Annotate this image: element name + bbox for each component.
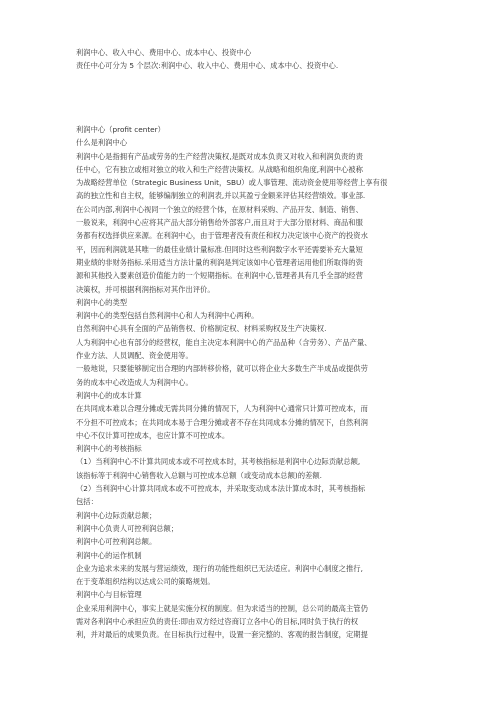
body-line: 务都有权选择供应来源。在利润中心，由于管理者没有责任和权力决定该中心资产的投资水: [76, 231, 368, 241]
body-line: 利润中心边际贡献总额；: [76, 510, 157, 520]
body-line: 企业采用利润中心，事实上就是实施分权的制度。但为求适当的控制，总公司的最高主管仍: [76, 603, 368, 613]
body-line: 期业绩的非财务指标.采用适当方法计量的利润是判定该如中心管理者运用他们所取得的资: [76, 257, 363, 267]
body-line: 包括：: [76, 497, 98, 507]
body-line: 需对各利润中心承担应负的责任:即由双方经过咨商订立各中心的目标,同时负于执行的权: [76, 616, 359, 626]
document-header: [76, 46, 416, 73]
body-line: 决策权，并可根据利润指标对其作出评价。: [76, 284, 215, 294]
body-line: 为战略经营单位（Strategic Business Unit，SBU）或人事管理、流动资金使用等经营上享有很: [76, 178, 388, 188]
body-line: 利润中心负责人可控利润总额；: [76, 523, 179, 533]
body-line: 在于变革组织结构以达成公司的策略规划。: [76, 577, 215, 587]
body-line: 利润中心的考核指标: [76, 444, 142, 454]
body-line: 利润中心的类型包括自然利润中心和人为利润中心两种。: [76, 311, 259, 321]
body-line: （1）当利润中心不计算共同成本或不可控成本时，其考核指标是利润中心边际贡献总额,: [76, 457, 361, 467]
body-line: 不分担不可控成本；在共同成本易于合理分摊或者不存在共同成本分摊的情况下，自然利润: [76, 417, 368, 427]
body-line: 利润中心的成本计算: [76, 390, 142, 400]
header-line: 利润中心、收入中心、费用中心、成本中心、投资中心: [76, 48, 252, 57]
body-line: 一般地说，只要能够制定出合理的内部转移价格，就可以将企业大多数生产半成品或提供劳: [76, 364, 368, 374]
body-line: 利润中心的运作机制: [76, 550, 142, 560]
header-line: 责任中心可分为 5 个层次:利润中心、收入中心、费用中心、成本中心、投资中心.: [76, 61, 339, 71]
body-line: 一般说来，利润中心应将其产品大部分销售给外部客户,而且对于大部分原材料、商品和服: [76, 218, 363, 228]
body-line: 利润中心是指拥有产品或劳务的生产经营决策权,是既对成本负责又对收入和利润负责的责: [76, 151, 363, 161]
body-line: 利，并对最后的成果负责。在目标执行过程中，设置一套完整的、客观的报告制度，定期提: [76, 630, 368, 640]
body-line: 什么是利润中心: [76, 138, 128, 148]
body-line: 自然利润中心具有全面的产品销售权、价格制定权、材料采购权及生产决策权.: [76, 324, 327, 334]
body-line: 在共同成本难以合理分摊或无需共同分摊的情况下，人为利润中心通常只计算可控成本，而: [76, 404, 368, 414]
body-line: 任中心，它有独立或相对独立的收入和生产经营决策权。从战略和组织角度,利润中心被称: [76, 164, 363, 174]
body-line: 高的独立性和自主权，能够编制独立的利润表,并以其盈亏金额来评估其经营绩效。事业部.: [76, 191, 366, 201]
body-line: 企业为追求未来的发展与营运绩效，现行的功能性组织已无法适应。利润中心制度之推行,: [76, 563, 363, 573]
body-line: 该指标等于利润中心销售收入总额与可控成本总额（或变动成本总额)的差额.: [76, 470, 322, 480]
document-body: [76, 123, 416, 642]
body-line: 平，因而利润就是其唯一的最佳业绩计量标准.但同时这些利润数字水平还需要补充大量短: [76, 244, 363, 254]
body-line: 人为利润中心也有部分的经营权，能自主决定本利润中心的产品品种（含劳务）、产品产量、: [76, 337, 372, 347]
body-line: 源和其他投入要素创造价值能力的一个短期指标。在利润中心,管理者具有几乎全部的经营: [76, 271, 363, 281]
body-line: 作业方法、人员调配、资金使用等。: [76, 351, 193, 361]
body-line: 务的成本中心改造成人为利润中心。: [76, 377, 193, 387]
body-line: 利润中心可控利润总额。: [76, 537, 157, 547]
body-line: 利润中心与目标管理: [76, 590, 142, 600]
body-line: 利润中心（profit center）: [76, 125, 165, 134]
body-line: （2）当利润中心计算共同成本或不可控成本，并采取变动成本法计算成本时，其考核指标: [76, 484, 366, 494]
body-line: 中心不仅计算可控成本，也应计算不可控成本。: [76, 430, 230, 440]
body-line: 在公司内部,利润中心视同一个独立的经营个体，在原材料采购、产品开发、制造、销售、: [76, 204, 363, 214]
body-line: 利润中心的类型: [76, 297, 128, 307]
